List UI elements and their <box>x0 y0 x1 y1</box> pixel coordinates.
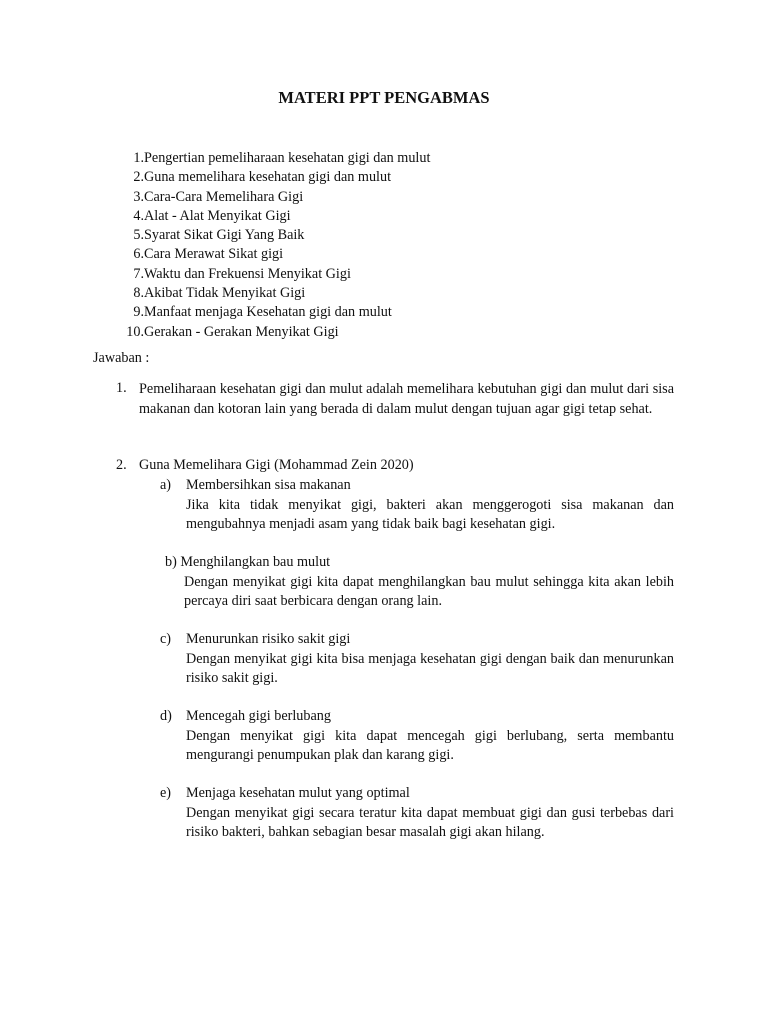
sub-item-heading: Menjaga kesehatan mulut yang optimal <box>186 785 410 801</box>
list-item <box>112 303 672 322</box>
sub-item-heading: Menurunkan risiko sakit gigi <box>186 631 351 647</box>
list-item <box>112 323 672 342</box>
sub-item-e <box>160 784 674 843</box>
list-text: Cara Merawat Sikat gigi <box>144 246 284 263</box>
list-text: Alat - Alat Menyikat Gigi <box>144 207 291 224</box>
answer-number: 1. <box>116 380 127 396</box>
sub-item-label: d) <box>160 708 172 724</box>
jawaban-label: Jawaban : <box>93 350 150 366</box>
list-text: Syarat Sikat Gigi Yang Baik <box>144 227 305 244</box>
list-item <box>112 188 672 207</box>
sub-item-heading: Mencegah gigi berlubang <box>186 708 331 724</box>
sub-item-label: e) <box>160 785 172 801</box>
sub-item-body: Dengan menyikat gigi kita dapat menghilangkan bau mulut sehingga kita akan lebih percaya diri saat berbicara dengan orang lain. <box>184 573 674 610</box>
sub-item-label: a) <box>160 477 172 493</box>
sub-item-body: Dengan menyikat gigi kita bisa menjaga kesehatan gigi dengan baik dan menurunkan risiko sakit gigi. <box>186 650 674 687</box>
answer-text: Pemeliharaan kesehatan gigi dan mulut adalah memelihara kebutuhan gigi dan mulut dari sisa makanan dan kotoran lain yang berada di dalam mulut dengan tujuan agar gigi tetap sehat. <box>139 381 674 417</box>
sub-item-heading: Membersihkan sisa makanan <box>186 477 351 493</box>
list-text: Gerakan - Gerakan Menyikat Gigi <box>144 323 339 340</box>
page-title: MATERI PPT PENGABMAS <box>278 88 490 107</box>
answer-number: 2. <box>116 457 127 473</box>
sub-item-label: b) <box>165 554 177 570</box>
list-number: 3. <box>133 188 144 205</box>
sub-item-a <box>160 476 674 535</box>
list-item <box>112 284 672 303</box>
list-text: Waktu dan Frekuensi Menyikat Gigi <box>144 265 351 282</box>
list-number: 10. <box>126 323 144 340</box>
list-item <box>112 226 672 245</box>
list-number: 7. <box>133 265 144 282</box>
sub-item-b <box>165 553 674 612</box>
answer-2-heading <box>116 457 414 474</box>
sub-item-heading: Menghilangkan bau mulut <box>180 554 331 570</box>
list-number: 6. <box>133 246 144 263</box>
list-text: Guna memelihara kesehatan gigi dan mulut <box>144 169 392 186</box>
list-item <box>112 207 672 226</box>
list-item <box>112 168 672 187</box>
topic-list <box>112 149 672 342</box>
list-number: 1. <box>133 150 144 166</box>
list-number: 9. <box>133 304 144 321</box>
sub-item-body: Dengan menyikat gigi secara teratur kita dapat membuat gigi dan gusi terbebas dari risiko bakteri, bahkan sebagian besar masalah gigi akan hilang. <box>186 804 674 841</box>
sub-item-label: c) <box>160 631 172 647</box>
list-text: Manfaat menjaga Kesehatan gigi dan mulut <box>144 304 392 321</box>
answer-1 <box>116 380 674 419</box>
list-item <box>112 265 672 284</box>
list-text: Akibat Tidak Menyikat Gigi <box>144 285 306 302</box>
answer-heading: Guna Memelihara Gigi (Mohammad Zein 2020) <box>139 457 414 473</box>
list-number: 4. <box>133 207 144 224</box>
list-number: 8. <box>133 285 144 302</box>
list-number: 2. <box>133 169 144 186</box>
list-text: Cara-Cara Memelihara Gigi <box>144 188 304 205</box>
sub-item-d <box>160 707 674 766</box>
list-text: Pengertian pemeliharaan kesehatan gigi dan mulut <box>144 150 431 166</box>
list-item <box>112 245 672 264</box>
sub-item-c <box>160 630 674 689</box>
list-number: 5. <box>133 227 144 244</box>
sub-item-body: Dengan menyikat gigi kita dapat mencegah gigi berlubang, serta membantu mengurangi penumpukan plak dan karang gigi. <box>186 727 674 764</box>
list-item <box>112 149 672 168</box>
sub-item-body: Jika kita tidak menyikat gigi, bakteri akan menggerogoti sisa makanan dan mengubahnya menjadi asam yang tidak baik bagi kesehatan gigi. <box>186 496 674 533</box>
